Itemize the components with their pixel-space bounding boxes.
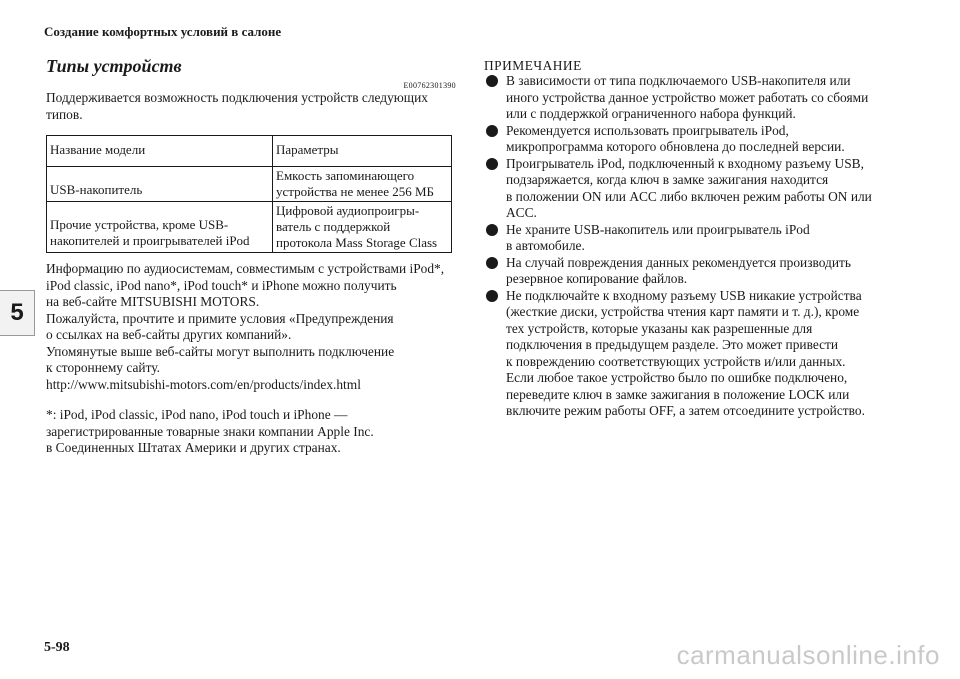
info-line: Упомянутые выше веб-сайты могут выполнить подключение — [46, 343, 395, 359]
cell-line: Цифровой аудиопроигры- — [276, 203, 420, 218]
device-types-table — [46, 135, 452, 253]
bullet-text — [506, 123, 904, 156]
bullet-line: к повреждению соответствующих устройств и/или данных. — [506, 353, 846, 369]
page-number: 5-98 — [44, 640, 70, 655]
intro-paragraph — [46, 90, 456, 123]
table-cell-params — [273, 202, 452, 253]
cell-line: USB-накопитель — [50, 182, 143, 197]
cell-line: накопителей и проигрывателей iPod — [50, 233, 250, 248]
table-row — [47, 202, 452, 253]
cell-line: Прочие устройства, кроме USB- — [50, 217, 229, 232]
bullet-line: Проигрыватель iPod, подключенный к входному разъему USB, — [506, 155, 864, 171]
section-title: Типы устройств — [46, 56, 182, 76]
note-label: ПРИМЕЧАНИЕ — [484, 58, 582, 73]
info-paragraph — [46, 261, 456, 393]
note-bullet — [484, 73, 904, 123]
right-column — [484, 58, 904, 420]
bullet-line: подзаряжается, когда ключ в замке зажигания находится — [506, 172, 829, 187]
bullet-line: Не храните USB-накопитель или проигрыватель iPod — [506, 221, 810, 237]
bullet-dot-icon — [486, 257, 498, 269]
info-line: Пожалуйста, прочтите и примите условия «Предупреждения — [46, 310, 394, 326]
info-line: к стороннему сайту. — [46, 360, 160, 375]
info-line: iPod classic, iPod nano*, iPod touch* и iPhone можно получить — [46, 277, 397, 293]
bullet-dot-icon — [486, 125, 498, 137]
note-bullet — [484, 255, 904, 288]
table-cell-params — [273, 167, 452, 202]
note-bullet — [484, 123, 904, 156]
website-url: http://www.mitsubishi-motors.com/en/products/index.html — [46, 376, 361, 392]
bullet-line: резервное копирование файлов. — [506, 271, 688, 286]
section-code: E00762301390 — [403, 81, 456, 90]
info-line: Информацию по аудиосистемам, совместимым с устройствами iPod*, — [46, 261, 445, 276]
table-header-params: Параметры — [273, 136, 452, 167]
running-header: Создание комфортных условий в салоне — [44, 24, 282, 39]
bullet-line: (жесткие диски, устройства чтения карт памяти и т. д.), кроме — [506, 304, 860, 319]
cell-line: устройства не менее 256 МБ — [276, 184, 434, 199]
bullet-dot-icon — [486, 158, 498, 170]
bullet-text — [506, 156, 904, 222]
left-column — [46, 56, 456, 457]
watermark: carmanualsonline.info — [676, 640, 940, 670]
bullet-line: переведите ключ в замке зажигания в положение LOCK или — [506, 386, 850, 402]
bullet-line: Не подключайте к входному разъему USB никакие устройства — [506, 287, 862, 303]
table-cell-model — [47, 167, 273, 202]
note-bullet — [484, 288, 904, 420]
note-bullet — [484, 156, 904, 222]
info-line: о ссылках на веб-сайты других компаний». — [46, 327, 292, 342]
bullet-line: иного устройства данное устройство может работать со сбоями — [506, 89, 869, 105]
bullet-line: подключения в предыдущем разделе. Это может привести — [506, 337, 839, 352]
bullet-text — [506, 255, 904, 288]
bullet-line: Если любое такое устройство было по ошибке подключено, — [506, 370, 848, 385]
bullet-text — [506, 73, 904, 123]
bullet-line: или с поддержкой ограниченного набора функций. — [506, 106, 796, 121]
bullet-line: ACC. — [506, 205, 537, 220]
intro-line: Поддерживается возможность подключения устройств следующих — [46, 90, 428, 105]
bullet-line: В зависимости от типа подключаемого USB-накопителя или — [506, 73, 851, 88]
bullet-line: тех устройств, которые указаны как разрешенные для — [506, 320, 813, 336]
bullet-line: в положении ON или ACC либо включен режим работы ON или — [506, 188, 872, 204]
bullet-line: микропрограмма которого обновлена до последней версии. — [506, 139, 845, 154]
note-bullet — [484, 222, 904, 255]
bullet-line: На случай повреждения данных рекомендуется производить — [506, 254, 851, 270]
cell-line: протокола Mass Storage Class — [276, 235, 438, 250]
cell-line: ватель с поддержкой — [276, 219, 391, 234]
footnote-line: *: iPod, iPod classic, iPod nano, iPod touch и iPhone — — [46, 407, 348, 422]
footnote-line: в Соединенных Штатах Америки и других странах. — [46, 440, 341, 455]
table-cell-model — [47, 202, 273, 253]
bullet-text — [506, 222, 904, 255]
bullet-line: в автомобиле. — [506, 238, 585, 253]
bullet-dot-icon — [486, 75, 498, 87]
table-header-model: Название модели — [47, 136, 273, 167]
chapter-tab: 5 — [0, 290, 35, 336]
cell-line: Емкость запоминающего — [276, 168, 415, 183]
footnote-line: зарегистрированные товарные знаки компании Apple Inc. — [46, 423, 374, 439]
bullet-line: Рекомендуется использовать проигрыватель iPod, — [506, 122, 789, 138]
footnote — [46, 407, 456, 457]
intro-line: типов. — [46, 106, 83, 122]
table-header-row — [47, 136, 452, 167]
info-line: на веб-сайте MITSUBISHI MOTORS. — [46, 294, 260, 309]
bullet-dot-icon — [486, 224, 498, 236]
table-row — [47, 167, 452, 202]
bullet-line: включите режим работы OFF, а затем отсоедините устройство. — [506, 403, 865, 418]
bullet-dot-icon — [486, 290, 498, 302]
bullet-text — [506, 288, 904, 420]
